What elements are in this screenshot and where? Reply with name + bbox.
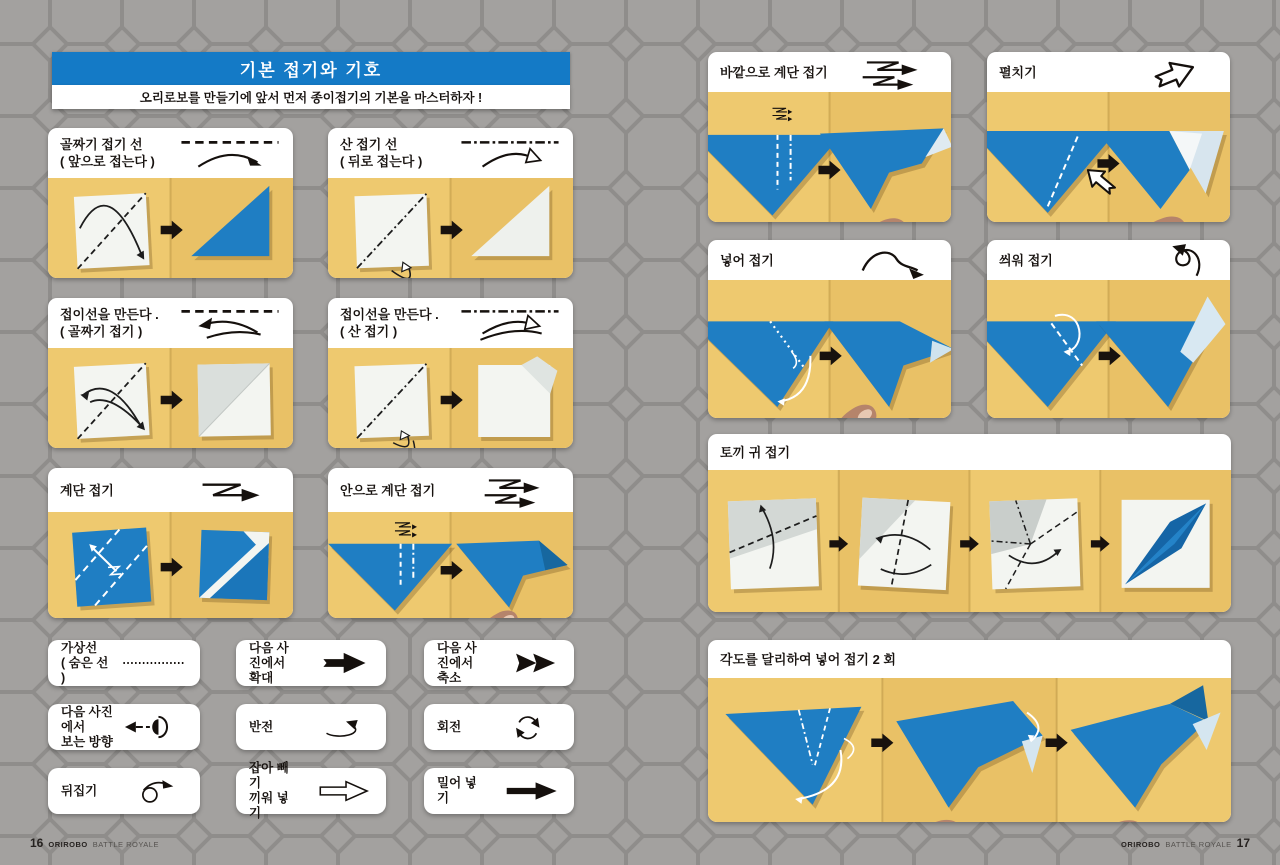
valley-dashed-arrow-icon — [175, 135, 285, 173]
double-zigzag-arrow-icon — [833, 54, 943, 92]
panel-make-crease-valley — [48, 298, 293, 448]
section-title-banner — [52, 52, 570, 85]
panel-header — [48, 128, 293, 178]
mountain-crease-foldback-icon — [455, 305, 565, 343]
legend-label-line: 다음 사진에서 확대 — [249, 640, 289, 685]
panel-title — [340, 483, 435, 500]
photo-inside-reverse — [708, 280, 951, 418]
panel-header — [708, 434, 1231, 470]
rotate-icon — [488, 709, 566, 745]
photo-crease-valley — [48, 348, 293, 448]
push-in-icon — [488, 773, 566, 809]
panel-title — [720, 445, 790, 462]
panel-title-line: ( 뒤로 접는다 ) — [340, 154, 423, 169]
double-zigzag-arrow-icon — [455, 472, 565, 510]
legend-label-line: 뒤집기 — [61, 783, 98, 798]
legend-label — [249, 761, 300, 821]
legend-enlarge-next — [236, 640, 386, 686]
panel-mountain-fold-line — [328, 128, 573, 278]
panel-make-crease-mountain — [328, 298, 573, 448]
panel-title-line: 접이선을 만든다 . — [60, 307, 159, 323]
panel-header — [987, 52, 1230, 92]
photo-mountain-fold — [328, 178, 573, 278]
legend-label-line: 다음 사진에서 축소 — [437, 640, 477, 685]
page-number: 16 — [30, 836, 44, 850]
page-footer-left — [30, 836, 159, 850]
viewpoint-eye-icon — [114, 709, 192, 745]
panel-header — [708, 240, 951, 280]
photo-outside-step — [708, 92, 951, 222]
photo-step-fold — [48, 512, 293, 618]
mountain-dashdot-arrow-icon — [455, 135, 565, 173]
panel-title — [340, 137, 422, 171]
panel-angled-inside-reverse-x2 — [708, 640, 1231, 822]
panel-step-fold — [48, 468, 293, 618]
panel-header — [328, 298, 573, 348]
panel-rabbit-ear-fold — [708, 434, 1231, 612]
panel-title — [999, 253, 1053, 270]
photo-unfold — [987, 92, 1230, 222]
book-series: BATTLE ROYALE — [92, 840, 159, 849]
panel-title-line: 산 접기 선 — [340, 137, 398, 153]
panel-header — [48, 298, 293, 348]
mirror-flip-icon — [300, 709, 378, 745]
photo-angled-reverse — [708, 678, 1231, 822]
panel-title-line: 접이선을 만든다 . — [340, 307, 439, 323]
panel-valley-fold-line — [48, 128, 293, 278]
legend-imaginary-line — [48, 640, 200, 686]
legend-rotate — [424, 704, 574, 750]
s-curve-arrow-icon — [833, 242, 943, 280]
legend-label-line: 보는 방향 — [61, 734, 113, 749]
page-title: 기본 접기와 기호 — [239, 61, 383, 80]
legend-push-in — [424, 768, 574, 814]
photo-outside-reverse — [987, 280, 1230, 418]
zigzag-arrow-icon — [175, 472, 285, 510]
legend-label-line: 반전 — [249, 719, 274, 734]
legend-view-direction — [48, 704, 200, 750]
legend-label — [437, 776, 488, 806]
panel-title — [720, 253, 774, 270]
panel-title-line: 씌워 접기 — [999, 252, 1053, 268]
panel-title-line: 바깥으로 계단 접기 — [720, 64, 828, 80]
pull-insert-icon — [300, 773, 378, 809]
panel-header — [328, 128, 573, 178]
panel-title-line: 펼치기 — [999, 64, 1037, 80]
turn-over-icon — [114, 773, 192, 809]
panel-outside-reverse-fold — [987, 240, 1230, 418]
panel-title-line: 넣어 접기 — [720, 252, 774, 268]
legend-label-line: 끼워 넣기 — [249, 791, 289, 820]
legend-turn-over — [48, 768, 200, 814]
section-subtitle-strip — [52, 85, 570, 109]
reduce-arrow-icon — [488, 645, 566, 681]
legend-label-line: ( 숨은 선 ) — [61, 655, 109, 685]
panel-title-line: ( 산 접기 ) — [340, 324, 398, 339]
panel-header — [708, 52, 951, 92]
legend-label-line: 가상선 — [61, 640, 98, 655]
legend-mirror — [236, 704, 386, 750]
open-arrow-icon — [1112, 54, 1222, 92]
panel-open-out — [987, 52, 1230, 222]
legend-label — [249, 720, 273, 735]
curl-over-arrow-icon — [1112, 242, 1222, 280]
panel-title — [720, 652, 896, 669]
panel-inside-step-fold — [328, 468, 573, 618]
panel-title — [720, 65, 828, 82]
panel-title — [60, 307, 159, 341]
enlarge-arrow-icon — [300, 645, 378, 681]
legend-label-line: 회전 — [437, 719, 462, 734]
panel-title-line: 각도를 달리하여 넣어 접기 2 회 — [720, 651, 896, 667]
legend-label-line: 다음 사진에서 — [61, 704, 113, 734]
legend-label-line: 밀어 넣기 — [437, 776, 477, 805]
panel-header — [708, 640, 1231, 678]
photo-valley-fold — [48, 178, 293, 278]
panel-title-line: 계단 접기 — [60, 482, 114, 498]
panel-title-line: 토끼 귀 접기 — [720, 444, 791, 460]
panel-title-line: 골짜기 접기 선 — [60, 137, 143, 153]
book-brand: ORIROBO — [1121, 840, 1161, 849]
legend-label — [249, 641, 300, 686]
panel-title-line: ( 앞으로 접는다 ) — [60, 154, 155, 169]
legend-label — [437, 641, 488, 686]
book-series: BATTLE ROYALE — [1165, 840, 1232, 849]
panel-inside-reverse-fold — [708, 240, 951, 418]
photo-rabbit-ear — [708, 470, 1231, 612]
legend-label — [61, 784, 97, 799]
dotted-line-icon — [114, 645, 192, 681]
legend-reduce-next — [424, 640, 574, 686]
page-number: 17 — [1236, 836, 1250, 850]
photo-inside-step — [328, 512, 573, 618]
valley-crease-foldback-icon — [175, 305, 285, 343]
page-subtitle: 오리로보를 만들기에 앞서 먼저 종이접기의 기본을 마스터하자 ! — [139, 91, 483, 105]
legend-label — [437, 720, 461, 735]
legend-label — [61, 641, 114, 686]
panel-header — [48, 468, 293, 512]
page-footer-right — [1121, 836, 1250, 850]
photo-crease-mountain — [328, 348, 573, 448]
panel-title — [340, 307, 439, 341]
panel-title-line: ( 골짜기 접기 ) — [60, 324, 143, 339]
panel-title — [60, 483, 114, 500]
panel-header — [987, 240, 1230, 280]
legend-pull-out-insert — [236, 761, 386, 820]
legend-label — [61, 705, 114, 750]
legend-label-line: 잡아 빼기 — [249, 761, 289, 790]
panel-outside-step-fold — [708, 52, 951, 222]
panel-header — [328, 468, 573, 512]
panel-title-line: 안으로 계단 접기 — [340, 482, 436, 498]
panel-title — [999, 65, 1037, 82]
panel-title — [60, 137, 155, 171]
book-brand: ORIROBO — [48, 840, 88, 849]
